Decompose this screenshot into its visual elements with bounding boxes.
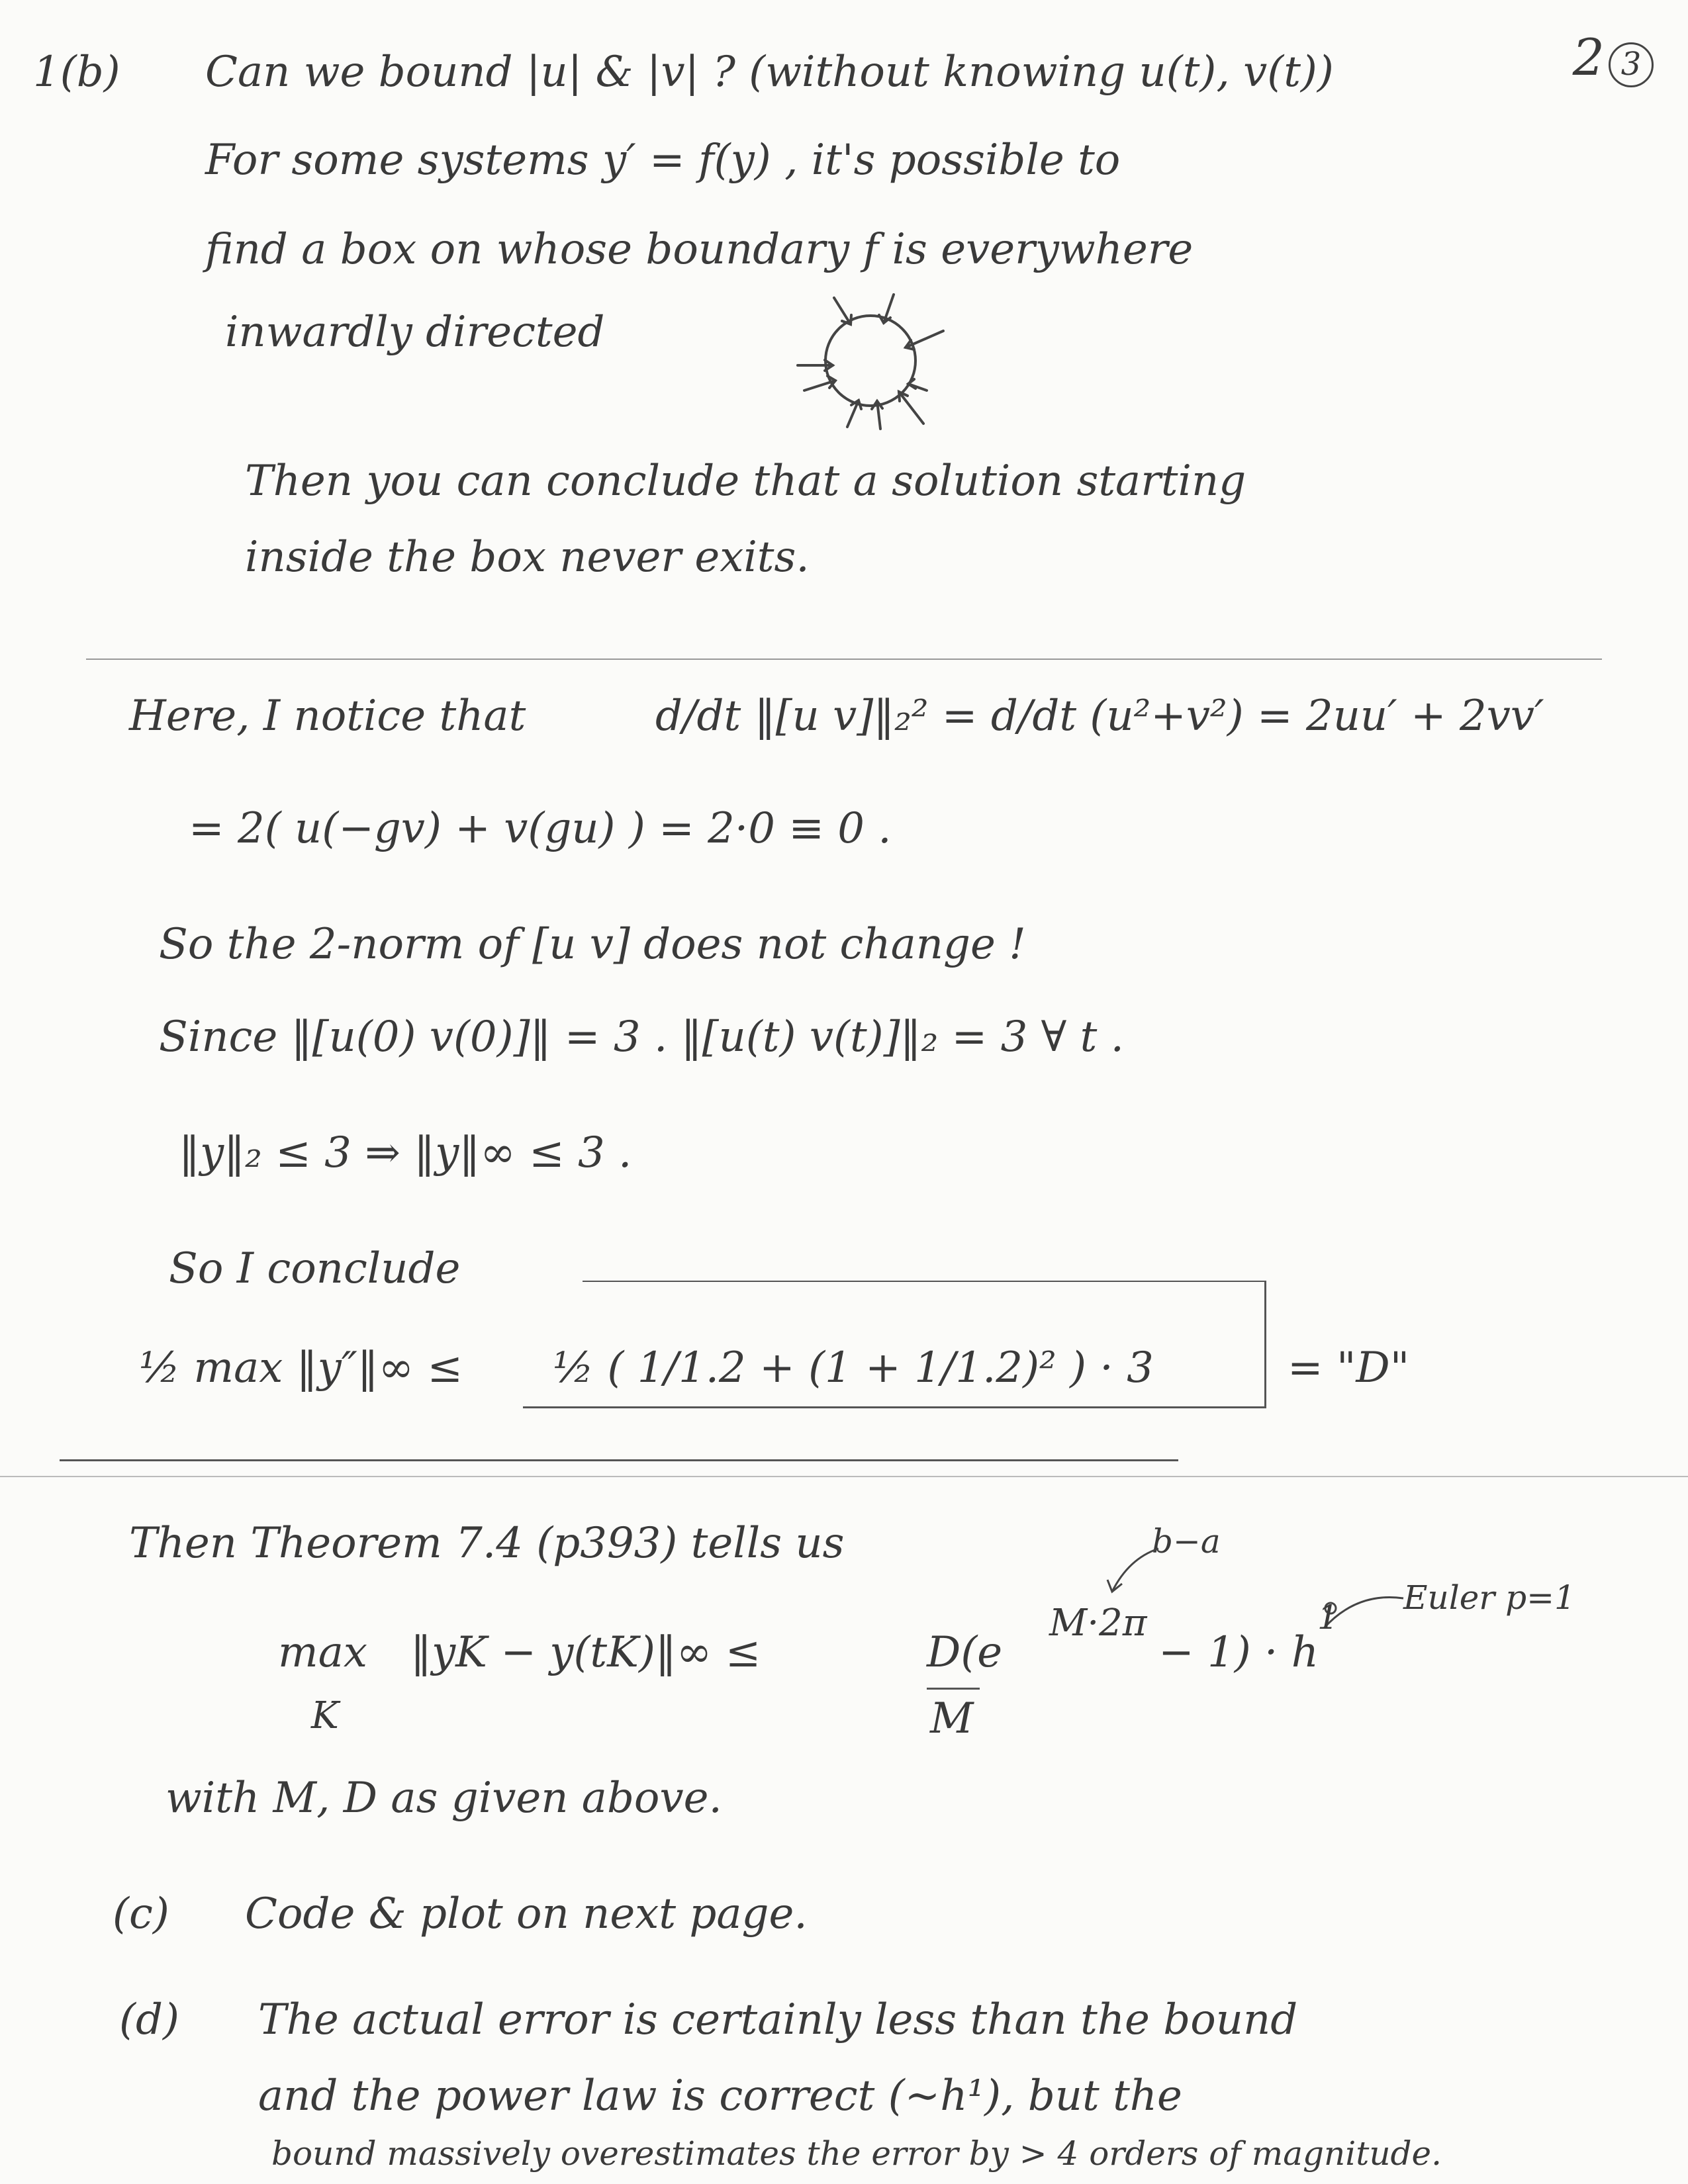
part-b-line2: For some systems y′ = f(y) , it's possible to xyxy=(205,136,1121,185)
part-b-line5: Then you can conclude that a solution starting xyxy=(245,457,1246,506)
part-d-line3: bound massively overestimates the error by > 4 orders of magnitude. xyxy=(271,2134,1442,2173)
theorem-denom: M xyxy=(930,1694,974,1743)
part-d-line1: The actual error is certainly less than the bound xyxy=(258,1995,1298,2044)
divider xyxy=(86,659,1602,660)
eq1: d/dt ‖[u v]‖₂² = d/dt (u²+v²) = 2uu′ + 2vv′ xyxy=(655,692,1544,741)
part-c-text: Code & plot on next page. xyxy=(245,1889,808,1938)
section-rule xyxy=(60,1459,1178,1461)
ba-note: b−a xyxy=(1152,1522,1221,1561)
bound-box-content: ½ ( 1/1.2 + (1 + 1/1.2)² ) · 3 xyxy=(553,1343,1154,1392)
part-c-label: (c) xyxy=(113,1889,169,1938)
ba-arrow xyxy=(1102,1545,1162,1598)
with-text: with M, D as given above. xyxy=(165,1774,722,1823)
eq2: = 2( u(−gv) + v(gu) ) = 2·0 ≡ 0 . xyxy=(189,804,892,853)
max-sub: K xyxy=(311,1694,339,1737)
page-number xyxy=(1573,28,1654,87)
part-d-label: (d) xyxy=(119,1995,179,2044)
euler-note: Euler p=1 xyxy=(1403,1578,1575,1617)
page-divider xyxy=(0,1476,1688,1477)
page-number-value: 2 xyxy=(1572,28,1605,87)
part-b-line6: inside the box never exits. xyxy=(245,533,810,582)
max-label: max xyxy=(278,1628,367,1677)
theorem-intro: Then Theorem 7.4 (p393) tells us xyxy=(129,1519,845,1568)
fraction-bar xyxy=(927,1688,980,1690)
d-label: = "D" xyxy=(1288,1343,1410,1392)
circled-number: 3 xyxy=(1609,42,1654,87)
since-text: Since ‖[u(0) v(0)]‖ = 3 . ‖[u(t) v(t)]‖₂ = 3 ∀ t . xyxy=(159,1013,1124,1062)
theorem-exp: M·2π xyxy=(1049,1602,1147,1645)
theorem-exp-one: 1 xyxy=(1317,1598,1338,1637)
bound-lhs: ½ max ‖y″‖∞ ≤ xyxy=(139,1343,463,1392)
notice-text: Here, I notice that xyxy=(129,692,526,741)
ineq-text: ‖y‖₂ ≤ 3 ⇒ ‖y‖∞ ≤ 3 . xyxy=(179,1128,632,1177)
part-b-line4: inwardly directed xyxy=(225,308,605,357)
conclude-text: So I conclude xyxy=(169,1244,461,1293)
part-b-question: Can we bound |u| & |v| ? (without knowing u(t), v(t)) xyxy=(205,48,1334,97)
inward-field-sketch xyxy=(794,291,947,430)
part-b-line3: find a box on whose boundary f is everywhere xyxy=(205,225,1194,274)
part-b-label: 1(b) xyxy=(33,48,120,97)
theorem-rhs: D(e xyxy=(927,1628,1003,1677)
theorem-lhs: ‖yK − y(tK)‖∞ ≤ xyxy=(410,1628,761,1677)
theorem-rhs2: − 1) · h xyxy=(1158,1628,1319,1677)
part-d-line2: and the power law is correct (∼h¹), but the xyxy=(258,2071,1182,2120)
norm-text: So the 2-norm of [u v] does not change ! xyxy=(159,920,1026,969)
